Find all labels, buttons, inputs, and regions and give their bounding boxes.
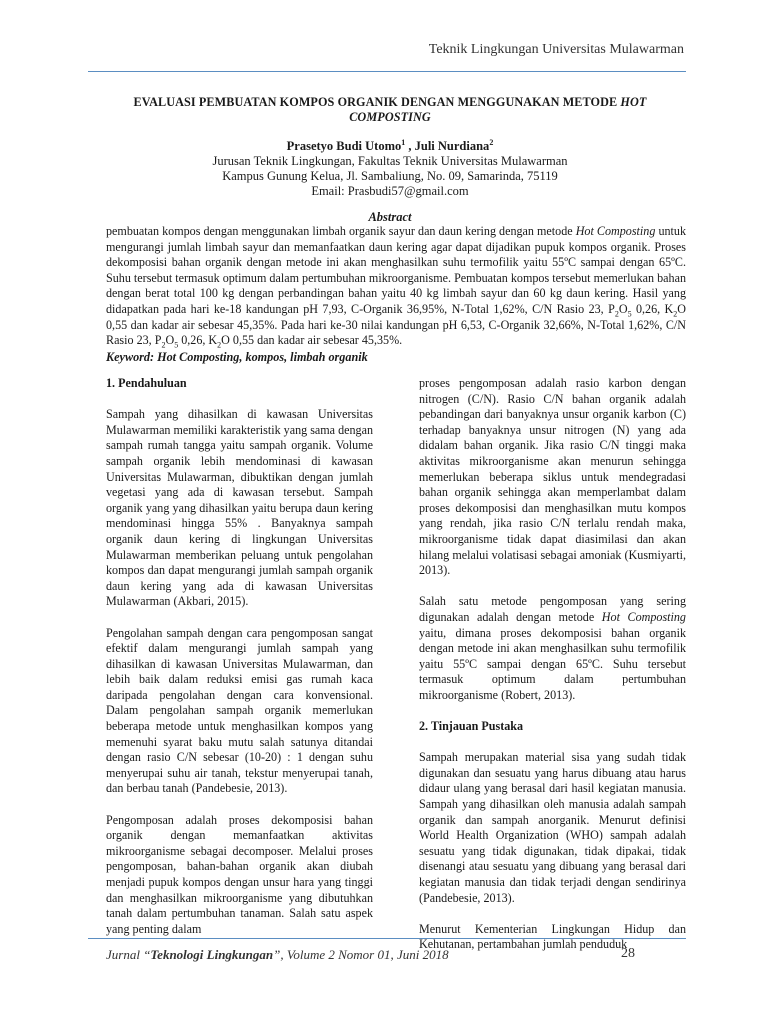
paragraph: Menurut Kementerian Lingkungan Hidup dan Kehutanan, pertambahan jumlah penduduk [419, 921, 686, 952]
author-2-sup: 2 [489, 137, 494, 147]
page-number: 28 [621, 946, 635, 961]
paragraph-text: Salah satu metode pengomposan yang sering digunakan adalah dengan metode [419, 594, 686, 624]
author-1: Prasetyo Budi Utomo [286, 139, 402, 153]
sub-2b: 2 [673, 309, 678, 319]
abstract-text-6: O [165, 333, 175, 348]
sub-2c: 2 [161, 340, 166, 350]
sub-2d: 2 [217, 340, 222, 350]
sub-5b: 5 [174, 340, 179, 350]
paragraph [419, 594, 686, 703]
abstract-text-3: O [618, 301, 628, 316]
title-italic: HOT COMPOSTING [349, 95, 647, 124]
left-column [106, 376, 373, 953]
footer-journal-name: Teknologi Lingkungan [150, 947, 274, 962]
paragraph: Pengolahan sampah dengan cara pengomposan sangat efektif dalam mengurangi jumlah sampah yang dihasilkan di kawasan Universitas Mulawarman, dan lebih baik dalam reduksi emisi gas rumah kaca daripada pengolahan dengan cara konvensional. Dalam pengolahan sampah organik memerlukan beberapa metode untuk menghasilkan kompos yang memenuhi syarat baku mutu salah satunya ditandai dengan rasio C/N sebesar (10-20) : 1 dengan suhu menyerupai suhu air tanah, tekstur menyerupai tanah, dan berbau tanah (Pandebesie, 2013). [106, 625, 373, 796]
abstract-heading: Abstract [368, 210, 412, 224]
sub-5a: 5 [627, 309, 632, 319]
footer-rule [88, 938, 686, 939]
section-1-heading: 1. Pendahuluan [106, 376, 187, 390]
header-rule [88, 71, 686, 72]
paragraph-italic: Hot Composting [601, 609, 686, 624]
author-separator: , [405, 139, 415, 153]
paragraph: proses pengomposan adalah rasio karbon dengan nitrogen (C/N). Rasio C/N bahan organik adalah pebandingan dari banyaknya unsur organik karbon (C) terhadap banyaknya unsur nitrogen (N) yang ada didalam bahan organik. Jika rasio C/N tinggi maka aktivitas mikroorganisme akan menurun sehingga memerlukan beberapa siklus untuk mendegradasi bahan organik sehingga akan memperlambat dalam proses dekomposisi dan menghasilkan mutu kompos yang rendah, jika rasio C/N terlalu rendah maka, mikroorganisme tidak dapat diasimilasi dan akan hilang melalui volatisasi sebagai amoniak (Kusmiyarti, 2013). [419, 376, 686, 578]
abstract-text-7: 0,26, K [178, 333, 218, 348]
paragraph-text: yaitu, dimana proses dekomposisi bahan organik dengan metode ini akan menghasilkan suhu termofilik yaitu 55ºC sampai dengan 65ºC. Suhu tersebut termasuk optimum dalam pertumbuhan mikroorganisme (Robert, 2013). [419, 625, 686, 702]
footer-suffix: ”, Volume 2 Nomor 01, Juni 2018 [273, 947, 449, 962]
abstract-text-5: O 0,55 dan kadar air sebesar 45,35%. Pada hari ke-30 nilai kandungan pH 6,53, C-Organik 32,66%, N-Total 1,62%, C/N Rasio 23, P [106, 301, 687, 348]
abstract-body [106, 224, 686, 349]
keywords: Keyword: Hot Composting, kompos, limbah organik [106, 350, 368, 364]
affiliation-address: Kampus Gunung Kelua, Jl. Sambaliung, No. 09, Samarinda, 75119 [222, 169, 558, 183]
paragraph: Pengomposan adalah proses dekomposisi bahan organik dengan memanfaatkan aktivitas mikroorganisme sebagai decomposer. Melalui proses pengomposan, bahan-bahan organik akan diubah menjadi pupuk kompos dengan unsur hara yang tinggi dan menghasilkan mikroorganisme yang dibutuhkan tanah dalam pertumbuhan tanaman. Salah satu aspek yang penting dalam [106, 812, 373, 936]
running-header: Teknik Lingkungan Universitas Mulawarman [428, 42, 684, 57]
abstract-text-4: 0,26, K [631, 301, 674, 316]
footer-prefix: Jurnal “ [106, 947, 151, 962]
section-2-heading: 2. Tinjauan Pustaka [419, 719, 524, 734]
footer-journal [106, 947, 449, 963]
paragraph: Sampah merupakan material sisa yang sudah tidak digunakan dan sesuatu yang harus dibuang atau harus didaur ulang yang berasal dari hasil kegiatan manusia. Sampah yang dihasilkan oleh manusia adalah sampah organik dan sampah anorganik. Menurut definisi World Health Organization (WHO) sampah adalah sesuatu yang tidak digunakan, tidak dipakai, tidak disenangi atau sesuatu yang dibuang yang berasal dari kegiatan manusia dan tidak terjadi dengan sendirinya (Pandebesie, 2013). [419, 750, 686, 905]
paper-title [100, 95, 680, 125]
abstract-text-2: untuk mengurangi jumlah limbah sayur dan memanfaatkan daun kering agar dapat dijadikan pupuk kompos organik. Proses dekomposisi bahan organik dengan metode ini akan menghasilkan suhu termofilik yaitu 55ºC sampai dengan 65ºC. Suhu tersebut termasuk optimum dalam pertumbuhan mikroorganisme. Pembuatan kompos tersebut memerlukan bahan dengan berat total 100 kg dengan perbandingan bahan yaitu 40 kg limbah sayur dan 60 kg daun kering. Hasil yang didapatkan pada hari ke-18 kandungan pH 7,93, C-Organik 36,95%, N-Total 1,62%, C/N Rasio 23, P [106, 224, 686, 316]
paragraph: Sampah yang dihasilkan di kawasan Universitas Mulawarman memiliki karakteristik yang sama dengan sampah rumah tangga yaitu sampah organik. Volume sampah organik lebih mendominasi di kawasan Universitas Mulawarman, dibuktikan dengan jumlah vegetasi yang ada di kawasan tersebut. Sampah organik yang yang dihasilkan yaitu berupa daun kering mendominasi hingga 55% . Banyaknya sampah organik daun kering di lingkungan Universitas Mulawarman memberikan peluang untuk pengolahan kompos dan dapat mengurangi jumlah sampah organik daun kering yang ada di kawasan Universitas Mulawarman (Akbari, 2015). [106, 407, 373, 609]
title-main: EVALUASI PEMBUATAN KOMPOS ORGANIK DENGAN MENGGUNAKAN METODE [133, 95, 618, 109]
author-2: Juli Nurdiana [414, 139, 490, 153]
right-column [419, 376, 686, 969]
abstract-text-1: pembuatan kompos dengan menggunakan limbah organik sayur dan daun kering dengan metode [106, 224, 573, 238]
affiliation-email: Email: Prasbudi57@gmail.com [311, 184, 469, 198]
abstract-text-8: O 0,55 dan kadar air sebesar 45,35%. [221, 333, 403, 348]
affiliation [100, 154, 680, 199]
sub-2a: 2 [614, 309, 619, 319]
author-line [100, 139, 680, 154]
affiliation-dept: Jurusan Teknik Lingkungan, Fakultas Teknik Universitas Mulawarman [212, 154, 568, 168]
author-1-sup: 1 [401, 137, 406, 147]
abstract-italic: Hot Composting [575, 224, 656, 238]
